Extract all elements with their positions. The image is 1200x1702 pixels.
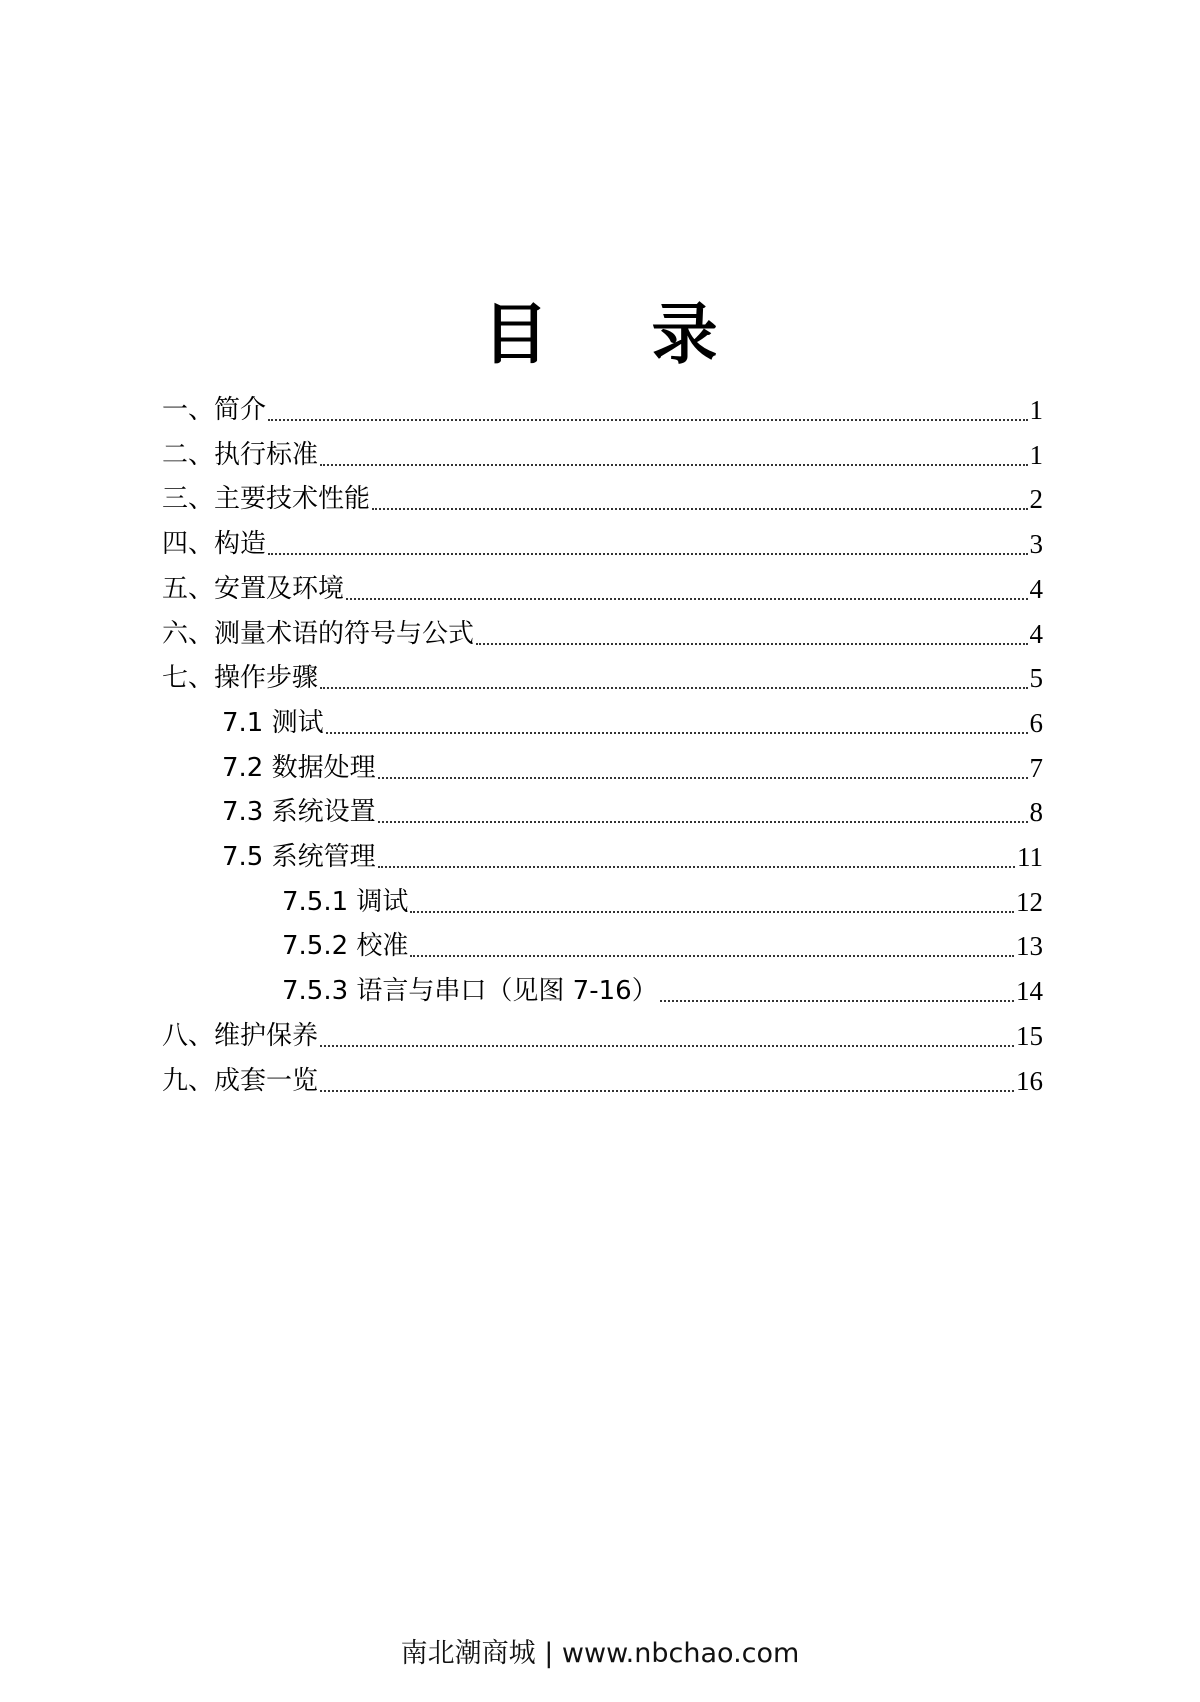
toc-dot-leader — [378, 777, 1028, 779]
toc-entry-label: 7.5.2 校准 — [282, 931, 409, 961]
toc-entry-page-number: 14 — [1016, 976, 1043, 1006]
toc-dot-leader — [378, 821, 1028, 823]
toc-entry-page-number: 1 — [1029, 440, 1043, 470]
toc-entry-page-number: 5 — [1029, 663, 1043, 693]
toc-dot-leader — [320, 464, 1027, 466]
toc-entry-page-number: 11 — [1017, 842, 1043, 872]
toc-entry-label: 7.3 系统设置 — [222, 797, 376, 827]
toc-entry — [222, 703, 1043, 743]
toc-entry — [162, 524, 1043, 564]
toc-entry-label: 7.5 系统管理 — [222, 842, 376, 872]
toc-entry-label: 7.5.3 语言与串口（见图 7-16） — [282, 976, 658, 1006]
toc-entry-label: 六、测量术语的符号与公式 — [162, 619, 475, 649]
toc-entry-page-number: 6 — [1029, 708, 1043, 738]
toc-entry-page-number: 15 — [1016, 1021, 1043, 1051]
toc-entry — [282, 926, 1043, 966]
toc-entry-page-number: 4 — [1029, 574, 1043, 604]
toc-entry-label: 五、安置及环境 — [162, 574, 345, 604]
toc-entry — [162, 390, 1043, 430]
toc-dot-leader — [320, 1090, 1014, 1092]
toc-entry-page-number: 7 — [1029, 753, 1043, 783]
toc-dot-leader — [268, 419, 1027, 421]
toc-entry — [162, 1016, 1043, 1056]
toc-dot-leader — [476, 643, 1027, 645]
toc-entry — [282, 971, 1043, 1011]
toc-entry-page-number: 8 — [1029, 797, 1043, 827]
toc-dot-leader — [410, 955, 1014, 957]
toc-dot-leader — [660, 1000, 1014, 1002]
toc-dot-leader — [378, 866, 1015, 868]
toc-dot-leader — [320, 687, 1027, 689]
toc-entry — [162, 435, 1043, 475]
toc-dot-leader — [410, 911, 1014, 913]
toc-entry — [282, 882, 1043, 922]
toc-dot-leader — [320, 1045, 1014, 1047]
toc-entry-page-number: 13 — [1016, 931, 1043, 961]
toc-entry — [222, 792, 1043, 832]
toc-entry-label: 二、执行标准 — [162, 440, 319, 470]
toc-entry-label: 四、构造 — [162, 529, 267, 559]
toc-entry-page-number: 4 — [1029, 619, 1043, 649]
toc-entry-label: 7.2 数据处理 — [222, 753, 376, 783]
toc-entry-page-number: 16 — [1016, 1066, 1043, 1096]
toc-entry-label: 三、主要技术性能 — [162, 484, 371, 514]
toc-entry-page-number: 12 — [1016, 887, 1043, 917]
toc-entry-label: 八、维护保养 — [162, 1021, 319, 1051]
toc-dot-leader — [326, 732, 1028, 734]
toc-entry-page-number: 1 — [1029, 395, 1043, 425]
toc-entry — [162, 614, 1043, 654]
toc-entry-page-number: 3 — [1029, 529, 1043, 559]
toc-entry — [162, 1061, 1043, 1101]
toc-entry-label: 7.5.1 调试 — [282, 887, 409, 917]
toc-dot-leader — [346, 598, 1027, 600]
toc-entry-label: 一、简介 — [162, 395, 267, 425]
toc-entry — [162, 479, 1043, 519]
toc-entry-label: 7.1 测试 — [222, 708, 324, 738]
toc-entry-label: 七、操作步骤 — [162, 663, 319, 693]
toc-entry — [162, 658, 1043, 698]
toc-dot-leader — [268, 553, 1027, 555]
page-title: 目 录 — [482, 296, 758, 373]
toc-entry — [222, 748, 1043, 788]
toc-entry — [222, 837, 1043, 877]
toc-entry-label: 九、成套一览 — [162, 1066, 319, 1096]
footer-watermark: 南北潮商城 | www.nbchao.com — [400, 1638, 800, 1669]
toc-entry-page-number: 2 — [1029, 484, 1043, 514]
toc-entry — [162, 569, 1043, 609]
toc-dot-leader — [372, 508, 1027, 510]
